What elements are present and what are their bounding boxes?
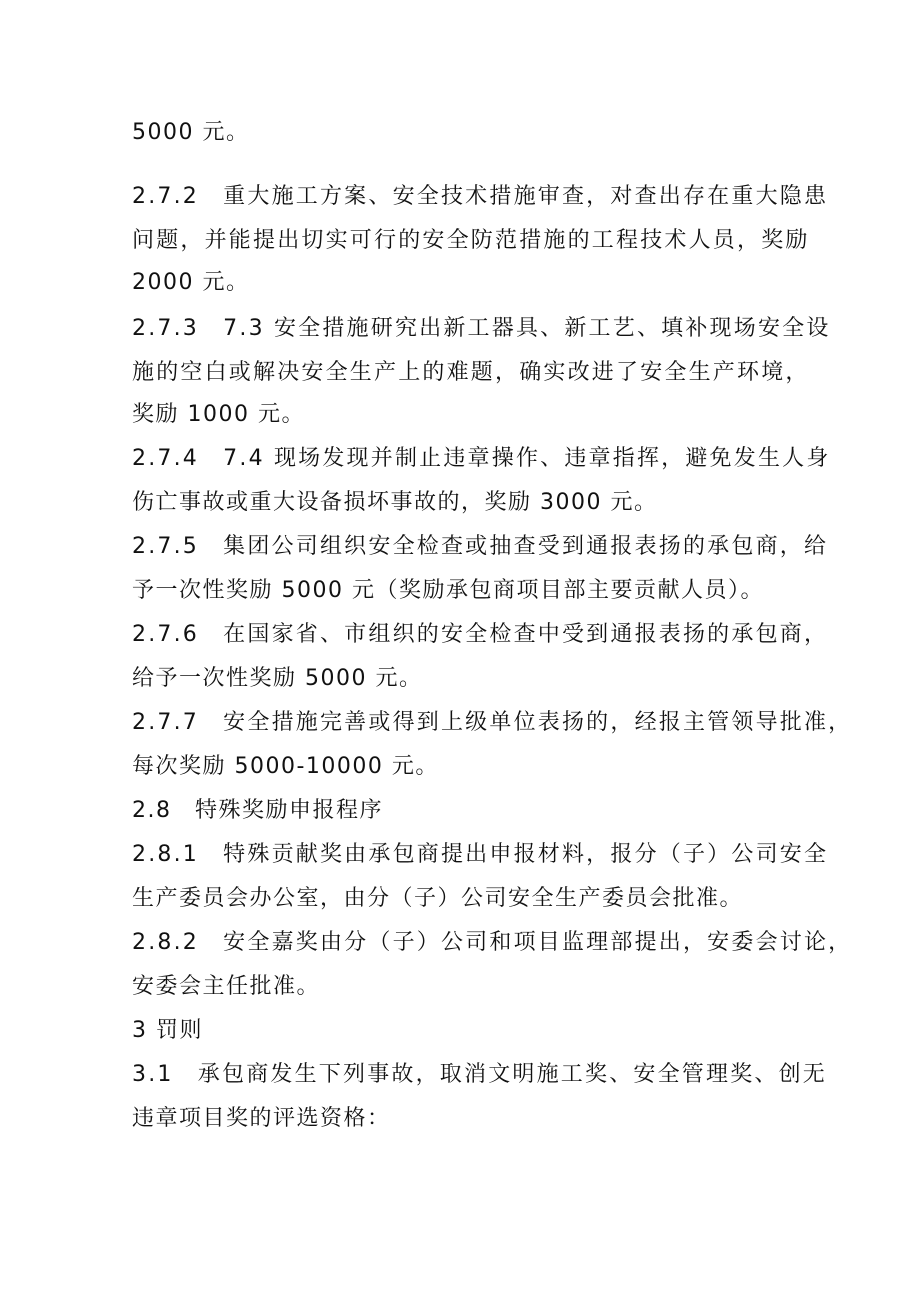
text-line: 2.8.2 安全嘉奖由分（子）公司和项目监理部提出，安委会讨论，: [132, 930, 853, 955]
text-line: 2.7.2 重大施工方案、安全技术措施审查，对查出存在重大隐患: [132, 184, 829, 209]
text-line: 2.7.6 在国家省、市组织的安全检查中受到通报表扬的承包商，: [132, 622, 829, 647]
text-line: 2.7.5 集团公司组织安全检查或抽查受到通报表扬的承包商，给: [132, 534, 829, 559]
text-line: 2.7.4 7.4 现场发现并制止违章操作、违章指挥，避免发生人身: [132, 446, 831, 471]
text-line: 奖励 1000 元。: [132, 402, 305, 427]
text-line: 问题，并能提出切实可行的安全防范措施的工程技术人员，奖励: [132, 228, 810, 253]
section-heading: 3 罚则: [132, 1018, 203, 1043]
text-line: 违章项目奖的评选资格：: [132, 1106, 391, 1131]
text-line: 安委会主任批准。: [132, 974, 321, 999]
text-line: 2.7.7 安全措施完善或得到上级单位表扬的，经报主管领导批准，: [132, 710, 853, 735]
text-line: 2.7.3 7.3 安全措施研究出新工器具、新工艺、填补现场安全设: [132, 316, 831, 341]
text-line: 2.8.1 特殊贡献奖由承包商提出申报材料，报分（子）公司安全: [132, 842, 829, 867]
text-line: 每次奖励 5000-10000 元。: [132, 754, 439, 779]
text-line: 施的空白或解决安全生产上的难题，确实改进了安全生产环境，: [132, 360, 810, 385]
text-line: 生产委员会办公室，由分（子）公司安全生产委员会批准。: [132, 886, 744, 911]
text-line: 5000 元。: [132, 120, 250, 145]
text-line: 伤亡事故或重大设备损坏事故的，奖励 3000 元。: [132, 490, 658, 515]
text-line: 给予一次性奖励 5000 元。: [132, 666, 423, 691]
text-line: 予一次性奖励 5000 元（奖励承包商项目部主要贡献人员）。: [132, 578, 764, 603]
section-heading: 2.8 特殊奖励申报程序: [132, 798, 383, 823]
text-line: 2000 元。: [132, 270, 250, 295]
text-line: 3.1 承包商发生下列事故，取消文明施工奖、安全管理奖、创无: [132, 1062, 827, 1087]
